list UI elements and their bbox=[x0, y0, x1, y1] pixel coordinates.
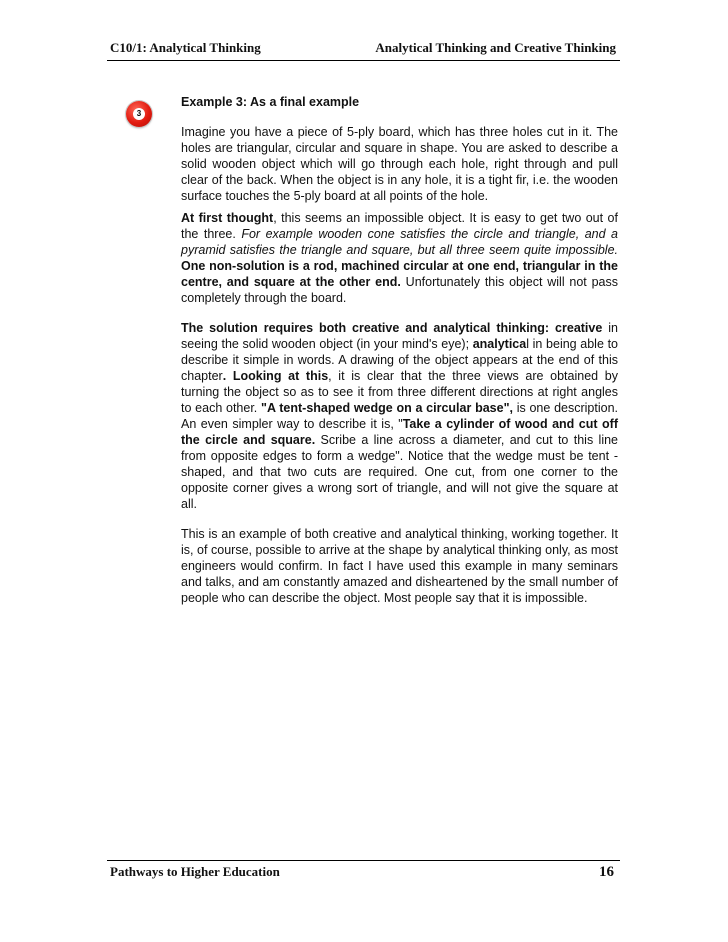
solution-looking-bold: . Looking at this bbox=[222, 369, 329, 383]
example-title: Example 3: As a final example bbox=[181, 95, 360, 109]
example-number: 3 bbox=[133, 108, 145, 120]
non-solution-bold: One non-solution is a rod, machined circular at one end, triangular in the centre, and square at the other end. bbox=[181, 259, 618, 289]
paragraph-first-thought bbox=[181, 210, 618, 306]
page-footer bbox=[107, 860, 620, 885]
solution-text-5: Scribe a line across a diameter, and cut to this line from opposite edges to form a wedge". Notice that the wedge must be tent -shaped, and that two cuts are required. One cut, from one corner to the opposite corner gives a wrong sort of triangle, and will not give the square at all. bbox=[181, 433, 619, 511]
example-number-badge bbox=[126, 101, 152, 127]
first-thought-lead: At first thought bbox=[181, 211, 274, 225]
first-thought-end: Unfortunately this object will not pass completely through the board. bbox=[181, 275, 618, 305]
solution-lead: The solution requires both creative and analytical thinking: creative bbox=[181, 321, 603, 335]
header-course-title: C10/1: Analytical Thinking bbox=[110, 40, 261, 55]
paragraph-solution bbox=[181, 320, 618, 512]
footer-publication: Pathways to Higher Education bbox=[110, 864, 280, 879]
solution-analytical-bold: analytica bbox=[472, 337, 527, 351]
paragraph-problem: Imagine you have a piece of 5-ply board, which has three holes cut in it. The holes are triangular, circular and square in shape. You are asked to describe a solid wooden object which will go through each hole, right through and pull clear of the back. When the object is in any hole, it is a tight fir, i.e. the wooden surface touches the 5-ply board at all points of the hole. bbox=[181, 125, 618, 203]
example-content bbox=[181, 94, 618, 620]
first-thought-italic: For example wooden cone satisfies the circle and triangle, and a pyramid satisfies the triangle and square, but all three seem quite impossible. bbox=[181, 227, 619, 257]
solution-text-2: l in being able to describe it simple in words. A drawing of the object appears at the end of this chapter bbox=[181, 337, 618, 383]
header-chapter-title: Analytical Thinking and Creative Thinking bbox=[375, 40, 616, 55]
paragraph-conclusion: This is an example of both creative and analytical thinking, working together. It is, of course, possible to arrive at the shape by analytical thinking only, as most engineers would confirm. In fact I have used this example in many seminars and talks, and am constantly amazed and disheartened by the small number of people who can describe the object. Most people say that it is impossible. bbox=[181, 527, 618, 605]
page-header bbox=[107, 40, 620, 61]
solution-cylinder-bold: Take a cylinder of wood and cut off the circle and square. bbox=[181, 417, 618, 447]
first-thought-text: , this seems an impossible object. It is easy to get two out of the three. bbox=[181, 211, 618, 241]
page-number: 16 bbox=[599, 864, 614, 880]
solution-wedge-quote: "A tent-shaped wedge on a circular base", bbox=[261, 401, 513, 415]
solution-text-3: , it is clear that the three views are obtained by turning the object so as to see it from three different directions at right angles to each other. bbox=[181, 369, 618, 415]
solution-text-1: in seeing the solid wooden object (in your mind's eye); bbox=[181, 321, 618, 351]
solution-text-4: is one description. An even simpler way to describe it is, " bbox=[181, 401, 618, 431]
